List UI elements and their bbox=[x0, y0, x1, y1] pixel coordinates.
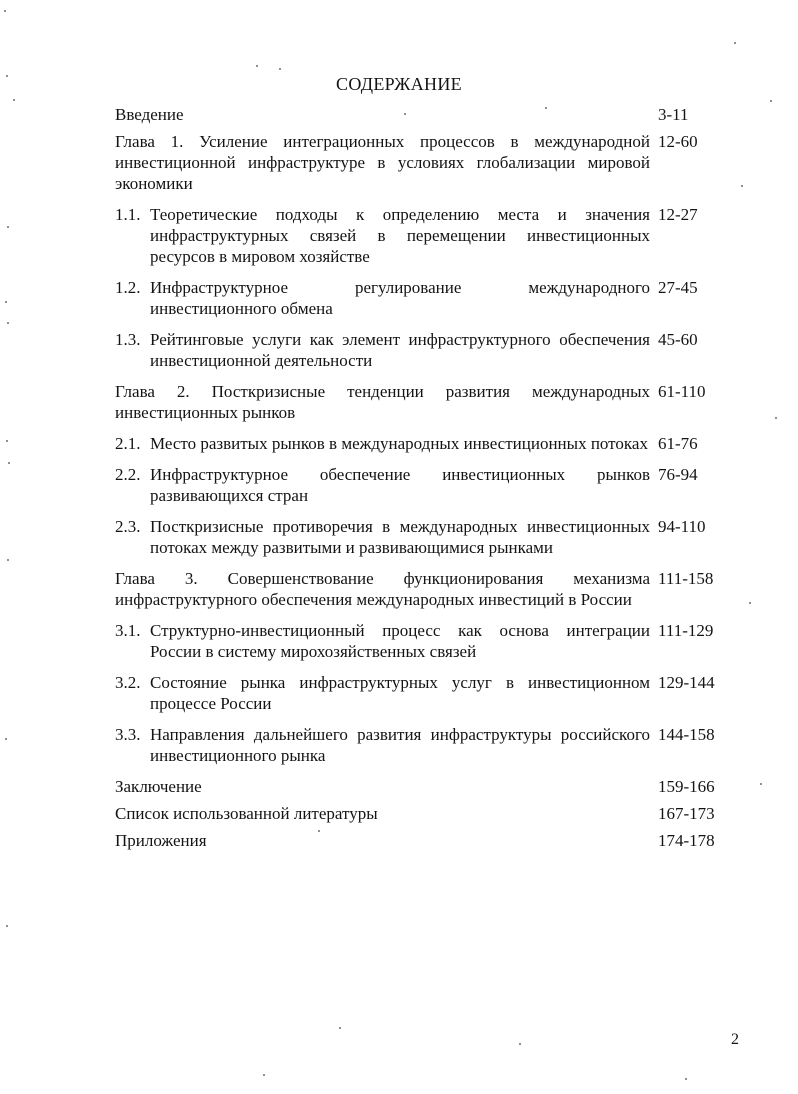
scan-speck bbox=[775, 417, 777, 419]
toc-entry-text: Заключение bbox=[115, 777, 202, 796]
scan-speck bbox=[5, 301, 7, 303]
scan-speck bbox=[760, 783, 762, 785]
scan-speck bbox=[256, 65, 258, 67]
toc-entry-pages: 167-173 bbox=[658, 804, 715, 823]
toc-entry-references bbox=[0, 803, 798, 824]
scan-speck bbox=[7, 226, 9, 228]
toc-entry-conclusion bbox=[0, 776, 798, 797]
toc-entry-text: Глава 1. Усиление интеграционных процессов в международной инвестиционной инфраструктуре в условиях глобализации мировой экономики bbox=[115, 132, 650, 193]
toc-entry-section-3-2 bbox=[0, 672, 798, 714]
toc-entry-text: Инфраструктурное обеспечение инвестиционных рынков развивающихся стран bbox=[150, 465, 650, 505]
toc-entry-number: 3.2. bbox=[115, 673, 141, 692]
toc-entry-text: Введение bbox=[115, 105, 184, 124]
toc-entry-number: 2.3. bbox=[115, 517, 141, 536]
toc-entry-text: Посткризисные противоречия в международных инвестиционных потоках между развитыми и развивающимися рынками bbox=[150, 517, 650, 557]
toc-entry-text: Направления дальнейшего развития инфраструктуры российского инвестиционного рынка bbox=[150, 725, 650, 765]
toc-entry-text: Состояние рынка инфраструктурных услуг в инвестиционном процессе России bbox=[150, 673, 650, 713]
scan-speck bbox=[7, 322, 9, 324]
toc-entry-number: 3.1. bbox=[115, 621, 141, 640]
toc-entry-pages: 12-60 bbox=[658, 132, 698, 151]
toc-entry-text: Список использованной литературы bbox=[115, 804, 378, 823]
scan-speck bbox=[263, 1074, 265, 1076]
scan-speck bbox=[770, 100, 772, 102]
toc-entry-text: Инфраструктурное регулирование международного инвестиционного обмена bbox=[150, 278, 650, 318]
toc-entry-pages: 159-166 bbox=[658, 777, 715, 796]
toc-entry-pages: 12-27 bbox=[658, 205, 698, 224]
toc-entry-pages: 45-60 bbox=[658, 330, 698, 349]
toc-entry-pages: 144-158 bbox=[658, 725, 715, 744]
toc-entry-section-1-1 bbox=[0, 204, 798, 267]
toc-entry-pages: 61-110 bbox=[658, 382, 706, 401]
scan-speck bbox=[7, 559, 9, 561]
toc-entry-pages: 111-129 bbox=[658, 621, 714, 640]
toc-entry-number: 2.1. bbox=[115, 434, 141, 453]
toc-entry-number: 1.1. bbox=[115, 205, 141, 224]
scan-speck bbox=[741, 185, 743, 187]
table-of-contents bbox=[0, 104, 798, 857]
toc-entry-pages: 27-45 bbox=[658, 278, 698, 297]
toc-entry-chapter-2 bbox=[0, 381, 798, 423]
toc-entry-text: Рейтинговые услуги как элемент инфраструктурного обеспечения инвестиционной деятельности bbox=[150, 330, 650, 370]
toc-entry-pages: 111-158 bbox=[658, 569, 714, 588]
toc-entry-pages: 3-11 bbox=[658, 105, 689, 124]
scan-speck bbox=[279, 68, 281, 70]
toc-entry-section-2-1 bbox=[0, 433, 798, 454]
scan-speck bbox=[404, 113, 406, 115]
scan-speck bbox=[13, 99, 15, 101]
toc-entry-section-2-3 bbox=[0, 516, 798, 558]
scan-speck bbox=[685, 1078, 687, 1080]
scan-speck bbox=[734, 42, 736, 44]
toc-entry-text: Теоретические подходы к определению места и значения инфраструктурных связей в перемещении инвестиционных ресурсов в мировом хозяйстве bbox=[150, 205, 650, 266]
toc-entry-chapter-1 bbox=[0, 131, 798, 194]
page-title: СОДЕРЖАНИЕ bbox=[336, 74, 462, 94]
toc-entry-text: Место развитых рынков в международных инвестиционных потоках bbox=[150, 434, 648, 453]
toc-entry-pages: 94-110 bbox=[658, 517, 706, 536]
toc-entry-text: Глава 2. Посткризисные тенденции развития международных инвестиционных рынков bbox=[115, 382, 650, 422]
toc-entry-text: Глава 3. Совершенствование функционирования механизма инфраструктурного обеспечения международных инвестиций в России bbox=[115, 569, 650, 609]
toc-entry-chapter-3 bbox=[0, 568, 798, 610]
toc-entry-appendices bbox=[0, 830, 798, 851]
toc-entry-number: 1.3. bbox=[115, 330, 141, 349]
toc-entry-text: Структурно-инвестиционный процесс как основа интеграции России в систему мирохозяйственных связей bbox=[150, 621, 650, 661]
toc-entry-number: 3.3. bbox=[115, 725, 141, 744]
toc-entry-pages: 174-178 bbox=[658, 831, 715, 850]
scan-speck bbox=[6, 925, 8, 927]
toc-entry-section-2-2 bbox=[0, 464, 798, 506]
toc-entry-text: Приложения bbox=[115, 831, 207, 850]
toc-entry-section-1-3 bbox=[0, 329, 798, 371]
scan-speck bbox=[5, 738, 7, 740]
toc-entry-number: 1.2. bbox=[115, 278, 141, 297]
scan-speck bbox=[339, 1027, 341, 1029]
page-number: 2 bbox=[731, 1031, 739, 1048]
scan-speck bbox=[519, 1043, 521, 1045]
toc-entry-section-3-3 bbox=[0, 724, 798, 766]
scan-speck bbox=[6, 75, 8, 77]
toc-entry-pages: 129-144 bbox=[658, 673, 715, 692]
toc-entry-pages: 76-94 bbox=[658, 465, 698, 484]
toc-entry-number: 2.2. bbox=[115, 465, 141, 484]
toc-entry-section-3-1 bbox=[0, 620, 798, 662]
scan-speck bbox=[749, 602, 751, 604]
toc-entry-pages: 61-76 bbox=[658, 434, 698, 453]
scan-speck bbox=[545, 107, 547, 109]
toc-entry-introduction bbox=[0, 104, 798, 125]
scan-speck bbox=[4, 10, 6, 12]
scan-speck bbox=[6, 440, 8, 442]
toc-entry-section-1-2 bbox=[0, 277, 798, 319]
scan-speck bbox=[318, 830, 320, 832]
scan-speck bbox=[8, 462, 10, 464]
